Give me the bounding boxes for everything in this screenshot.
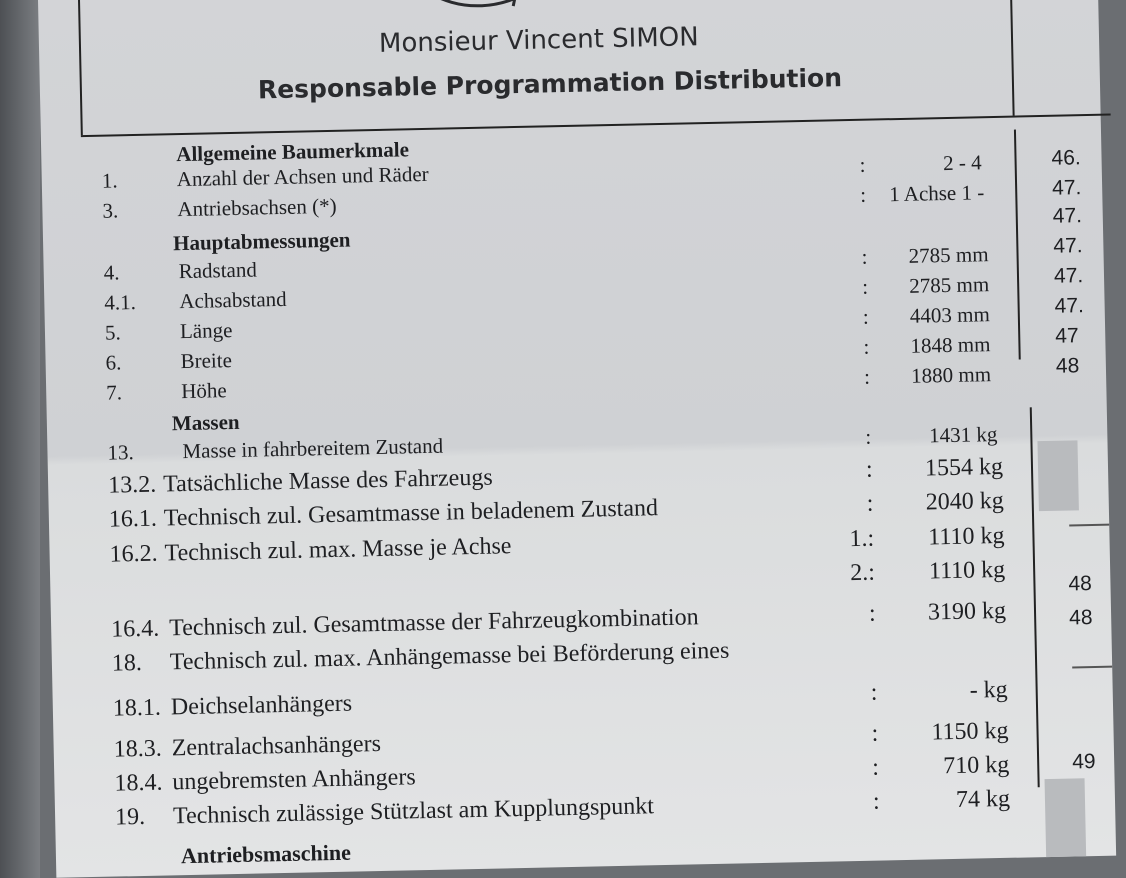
row-value: 2040 kg (925, 487, 1004, 516)
side-number: 47. (1051, 176, 1082, 200)
side-number: 48 (1055, 354, 1080, 378)
row-number: 13. (107, 440, 134, 465)
row-number: 4.1. (104, 290, 137, 315)
side-number: 47 (1055, 324, 1079, 348)
side-number: 46. (1051, 146, 1081, 170)
row-value: - kg (969, 676, 1008, 704)
side-number: 47. (1053, 234, 1083, 258)
row-number: 18.3. (113, 735, 162, 763)
row-label: Zentralachsanhängers (171, 730, 382, 762)
header-name: Monsieur Vincent SIMON (378, 22, 699, 59)
header-role: Responsable Programmation Distribution (257, 63, 843, 105)
row-label: Technisch zul. max. Masse je Achse (164, 533, 512, 567)
row-label: Höhe (180, 378, 227, 404)
row-colon: : (868, 600, 876, 627)
row-label: Technisch zul. Gesamtmasse der Fahrzeugkombination (168, 604, 699, 642)
side-number: 48 (1068, 572, 1093, 596)
row-number: 6. (105, 350, 122, 375)
side-number: 47. (1052, 204, 1083, 228)
row-colon: : (861, 244, 868, 269)
row-label: Tatsächliche Masse des Fahrzeugs (162, 464, 493, 498)
row-value: 3190 kg (927, 597, 1007, 626)
row-label: Länge (179, 318, 233, 344)
row-colon: : (862, 304, 869, 329)
row-label: Radstand (178, 257, 258, 284)
row-value: 4403 mm (909, 302, 991, 328)
row-label: Technisch zul. max. Anhängemasse bei Beförderung eines (169, 637, 730, 676)
row-value: 1110 kg (927, 522, 1005, 551)
row-number: 16.4. (110, 615, 160, 643)
row-value: 2 - 4 (942, 150, 982, 176)
row-label: Antriebsachsen (*) (177, 193, 337, 222)
section-heading-general: Allgemeine Baumerkmale (176, 137, 410, 167)
side-number: 47. (1053, 264, 1084, 288)
shaded-cell (1045, 778, 1087, 857)
row-label: Anzahl der Achsen und Räder (176, 161, 429, 192)
section-heading-engine: Antriebsmaschine (180, 839, 352, 869)
row-label: Deichselanhängers (170, 690, 353, 721)
document-page (38, 0, 1116, 878)
row-value: 1110 kg (928, 556, 1006, 585)
row-value: 710 kg (942, 751, 1010, 780)
shaded-cell (1037, 440, 1078, 511)
row-value: 1150 kg (931, 717, 1009, 746)
row-value: 2785 mm (909, 272, 990, 298)
row-colon: 1.: (849, 525, 875, 553)
row-colon: : (861, 274, 869, 299)
row-number: 16.1. (108, 505, 158, 533)
row-value: 74 kg (955, 785, 1011, 813)
divider-line (1072, 666, 1112, 669)
row-label: Breite (180, 348, 233, 374)
row-label: Masse in fahrbereitem Zustand (182, 433, 444, 464)
row-number: 4. (103, 260, 120, 285)
side-number: 48 (1068, 606, 1093, 630)
row-colon: : (860, 182, 867, 207)
side-number: 49 (1071, 750, 1096, 774)
row-value: 2785 mm (908, 242, 989, 268)
row-label: Technisch zul. Gesamtmasse in beladenem Zustand (163, 495, 659, 532)
row-value: 1 Achse 1 - (888, 180, 985, 207)
row-number: 7. (105, 380, 123, 405)
row-colon: : (863, 334, 870, 359)
row-value: 1431 kg (928, 422, 998, 448)
row-label: ungebremsten Anhängers (172, 764, 416, 796)
side-number: 47. (1054, 294, 1085, 318)
row-value: 1848 mm (910, 332, 991, 358)
section-heading-masses: Massen (171, 409, 240, 436)
row-colon: : (865, 456, 873, 483)
row-number: 13.2. (107, 471, 157, 499)
row-colon: : (870, 679, 878, 706)
row-colon: : (859, 152, 866, 177)
header-frame (78, 0, 1015, 135)
row-label: Technisch zulässige Stützlast am Kupplungspunkt (172, 793, 655, 830)
row-colon: : (866, 490, 874, 517)
row-colon: : (863, 364, 871, 389)
row-number: 5. (104, 320, 121, 345)
row-colon: : (871, 754, 880, 781)
row-number: 3. (102, 198, 119, 223)
divider-line (1069, 524, 1109, 527)
row-number: 1. (101, 168, 118, 193)
row-value: 1554 kg (924, 453, 1004, 482)
row-colon: : (865, 424, 872, 449)
row-colon: : (872, 788, 880, 815)
row-label: Achsabstand (179, 286, 287, 314)
page-edge-shadow (0, 0, 40, 878)
section-heading-dimensions: Hauptabmessungen (172, 227, 351, 256)
row-colon: : (871, 720, 879, 747)
row-value: 1880 mm (910, 362, 992, 388)
row-number: 18.4. (114, 769, 163, 797)
row-number: 18.1. (112, 694, 162, 722)
row-number: 16.2. (109, 540, 158, 568)
row-number: 19. (114, 803, 146, 831)
row-colon: 2.: (849, 559, 876, 587)
row-number: 18. (111, 649, 143, 677)
